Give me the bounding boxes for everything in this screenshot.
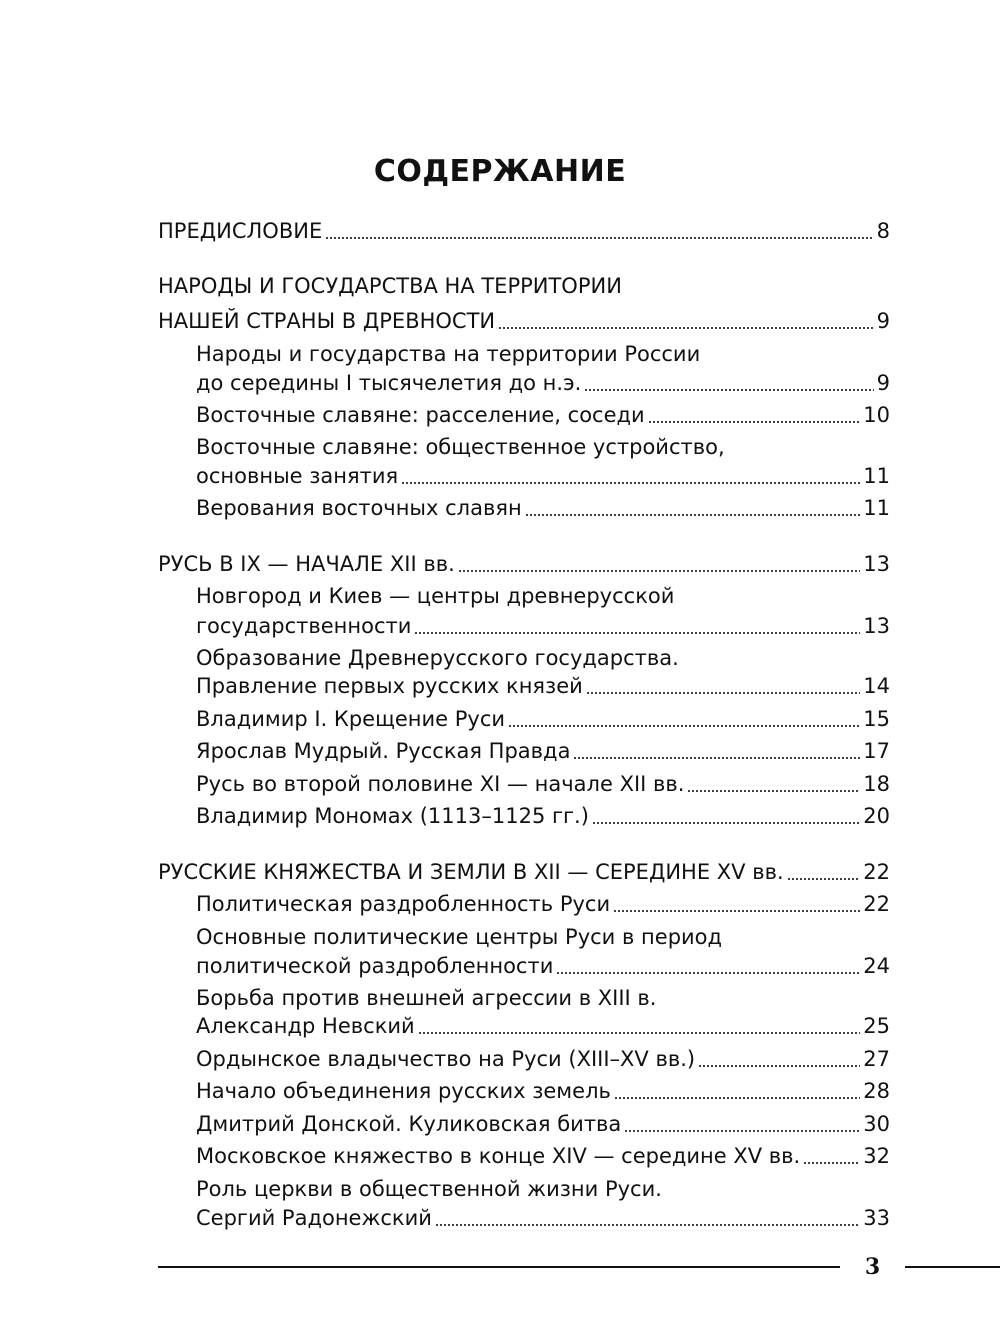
dot-leader <box>498 327 873 329</box>
dot-leader <box>508 725 860 727</box>
toc-entry-title: Восточные славяне: общественное устройство, <box>196 435 725 459</box>
dot-leader <box>787 878 861 880</box>
toc-entry-title: Дмитрий Донской. Куликовская битва <box>196 1112 622 1136</box>
toc-entry-page: 27 <box>863 1047 890 1071</box>
toc-entry[interactable] <box>196 1010 890 1042</box>
toc-entry[interactable] <box>196 460 890 492</box>
toc-entry[interactable] <box>196 735 890 767</box>
dot-leader <box>525 514 861 516</box>
toc-entry-page: 28 <box>863 1079 890 1103</box>
dot-leader <box>624 1130 860 1132</box>
dot-leader <box>803 1162 860 1164</box>
dot-leader <box>458 570 861 572</box>
toc-entry[interactable] <box>196 950 890 982</box>
toc-entry-page: 9 <box>876 309 890 333</box>
toc-entry[interactable] <box>196 1173 890 1205</box>
dot-leader <box>648 421 861 423</box>
toc-entry-title: до середины I тысячелетия до н.э. <box>196 371 582 395</box>
toc-entry-page: 13 <box>863 552 890 576</box>
toc-entry[interactable] <box>196 888 890 920</box>
toc-entry-title: НАШЕЙ СТРАНЫ В ДРЕВНОСТИ <box>158 309 496 333</box>
toc-entry-page: 17 <box>863 739 890 763</box>
toc-entry[interactable] <box>196 1075 890 1107</box>
toc-entry-page: 20 <box>863 804 890 828</box>
page-number: 3 <box>864 1254 881 1280</box>
page-title: СОДЕРЖАНИЕ <box>373 154 627 189</box>
toc-entry-title: Владимир Мономах (1113–1125 гг.) <box>196 804 589 828</box>
dot-leader <box>418 1032 861 1034</box>
toc-entry-title: Борьба против внешней агрессии в XIII в. <box>196 986 657 1010</box>
toc-entry-page: 11 <box>863 496 890 520</box>
toc-entry[interactable] <box>158 270 890 302</box>
toc-entry[interactable] <box>158 548 890 580</box>
dot-leader <box>325 237 873 239</box>
toc-entry[interactable] <box>196 1140 890 1172</box>
toc-entry-page: 32 <box>863 1144 890 1168</box>
toc-entry-title: Образование Древнерусского государства. <box>196 646 679 670</box>
toc-entry[interactable] <box>196 703 890 735</box>
toc-entry[interactable] <box>158 305 890 337</box>
toc-entry-page: 33 <box>863 1206 890 1230</box>
toc-entry-title: Народы и государства на территории России <box>196 342 701 366</box>
toc-entry-page: 24 <box>863 954 890 978</box>
dot-leader <box>414 632 860 634</box>
toc-entry-page: 22 <box>863 892 890 916</box>
toc-entry[interactable] <box>196 492 890 524</box>
toc-entry-title: РУССКИЕ КНЯЖЕСТВА И ЗЕМЛИ В XII — СЕРЕДИНЕ XV вв. <box>158 860 784 884</box>
toc-entry-title: Начало объединения русских земель <box>196 1079 611 1103</box>
toc-entry-page: 8 <box>876 219 890 243</box>
dot-leader <box>573 757 860 759</box>
dot-leader <box>586 692 860 694</box>
toc-entry-title: Правление первых русских князей <box>196 674 583 698</box>
toc-entry[interactable] <box>196 768 890 800</box>
toc-entry[interactable] <box>158 215 890 247</box>
dot-leader <box>613 910 860 912</box>
toc-entry-page: 18 <box>863 772 890 796</box>
toc-entry-title: Сергий Радонежский <box>196 1206 432 1230</box>
toc-entry-title: Основные политические центры Руси в период <box>196 925 723 949</box>
toc-entry-page: 15 <box>863 707 890 731</box>
toc-entry-title: ПРЕДИСЛОВИЕ <box>158 219 323 243</box>
toc-entry-title: Московское княжество в конце XIV — середине XV вв. <box>196 1144 801 1168</box>
toc-entry-title: Восточные славяне: расселение, соседи <box>196 403 645 427</box>
toc-entry-title: Новгород и Киев — центры древнерусской <box>196 584 675 608</box>
toc-entry[interactable] <box>196 610 890 642</box>
toc-entry-page: 22 <box>863 860 890 884</box>
toc-entry-page: 13 <box>863 614 890 638</box>
toc-entry[interactable] <box>196 580 890 612</box>
toc-entry[interactable] <box>196 1043 890 1075</box>
toc-entry-page: 14 <box>863 674 890 698</box>
toc-entry[interactable] <box>196 338 890 370</box>
toc-entry-title: политической раздробленности <box>196 954 554 978</box>
toc-entry[interactable] <box>196 800 890 832</box>
footer-rule-left <box>158 1266 840 1268</box>
toc-entry[interactable] <box>196 1202 890 1234</box>
toc-entry-page: 11 <box>863 464 890 488</box>
toc-entry[interactable] <box>196 431 890 463</box>
dot-leader <box>435 1224 860 1226</box>
toc-entry-title: НАРОДЫ И ГОСУДАРСТВА НА ТЕРРИТОРИИ <box>158 274 622 298</box>
dot-leader <box>687 790 860 792</box>
toc-entry-title: государственности <box>196 614 412 638</box>
dot-leader <box>698 1065 860 1067</box>
toc-entry-title: Александр Невский <box>196 1014 415 1038</box>
toc-entry-page: 9 <box>876 371 890 395</box>
dot-leader <box>592 822 860 824</box>
toc-entry[interactable] <box>158 856 890 888</box>
toc-entry[interactable] <box>196 367 890 399</box>
footer-rule-right <box>905 1266 1000 1268</box>
dot-leader <box>401 482 860 484</box>
toc-entry[interactable] <box>196 670 890 702</box>
toc-entry[interactable] <box>196 399 890 431</box>
toc-entry-title: Русь во второй половине XI — начале XII вв. <box>196 772 685 796</box>
toc-entry-title: Ордынское владычество на Руси (XIII–XV вв.) <box>196 1047 696 1071</box>
toc-entry[interactable] <box>196 921 890 953</box>
toc-entry-title: Роль церкви в общественной жизни Руси. <box>196 1177 662 1201</box>
toc-entry-title: основные занятия <box>196 464 399 488</box>
dot-leader <box>614 1097 860 1099</box>
dot-leader <box>584 389 873 391</box>
toc-entry-page: 25 <box>863 1014 890 1038</box>
toc-entry-page: 10 <box>863 403 890 427</box>
toc-entry-title: Политическая раздробленность Руси <box>196 892 611 916</box>
toc-entry-title: Верования восточных славян <box>196 496 522 520</box>
toc-entry-title: Владимир I. Крещение Руси <box>196 707 506 731</box>
toc-entry-title: Ярослав Мудрый. Русская Правда <box>196 739 571 763</box>
toc-entry[interactable] <box>196 1108 890 1140</box>
toc-entry-page: 30 <box>863 1112 890 1136</box>
dot-leader <box>556 972 860 974</box>
toc-entry-title: РУСЬ В IX — НАЧАЛЕ XII вв. <box>158 552 455 576</box>
